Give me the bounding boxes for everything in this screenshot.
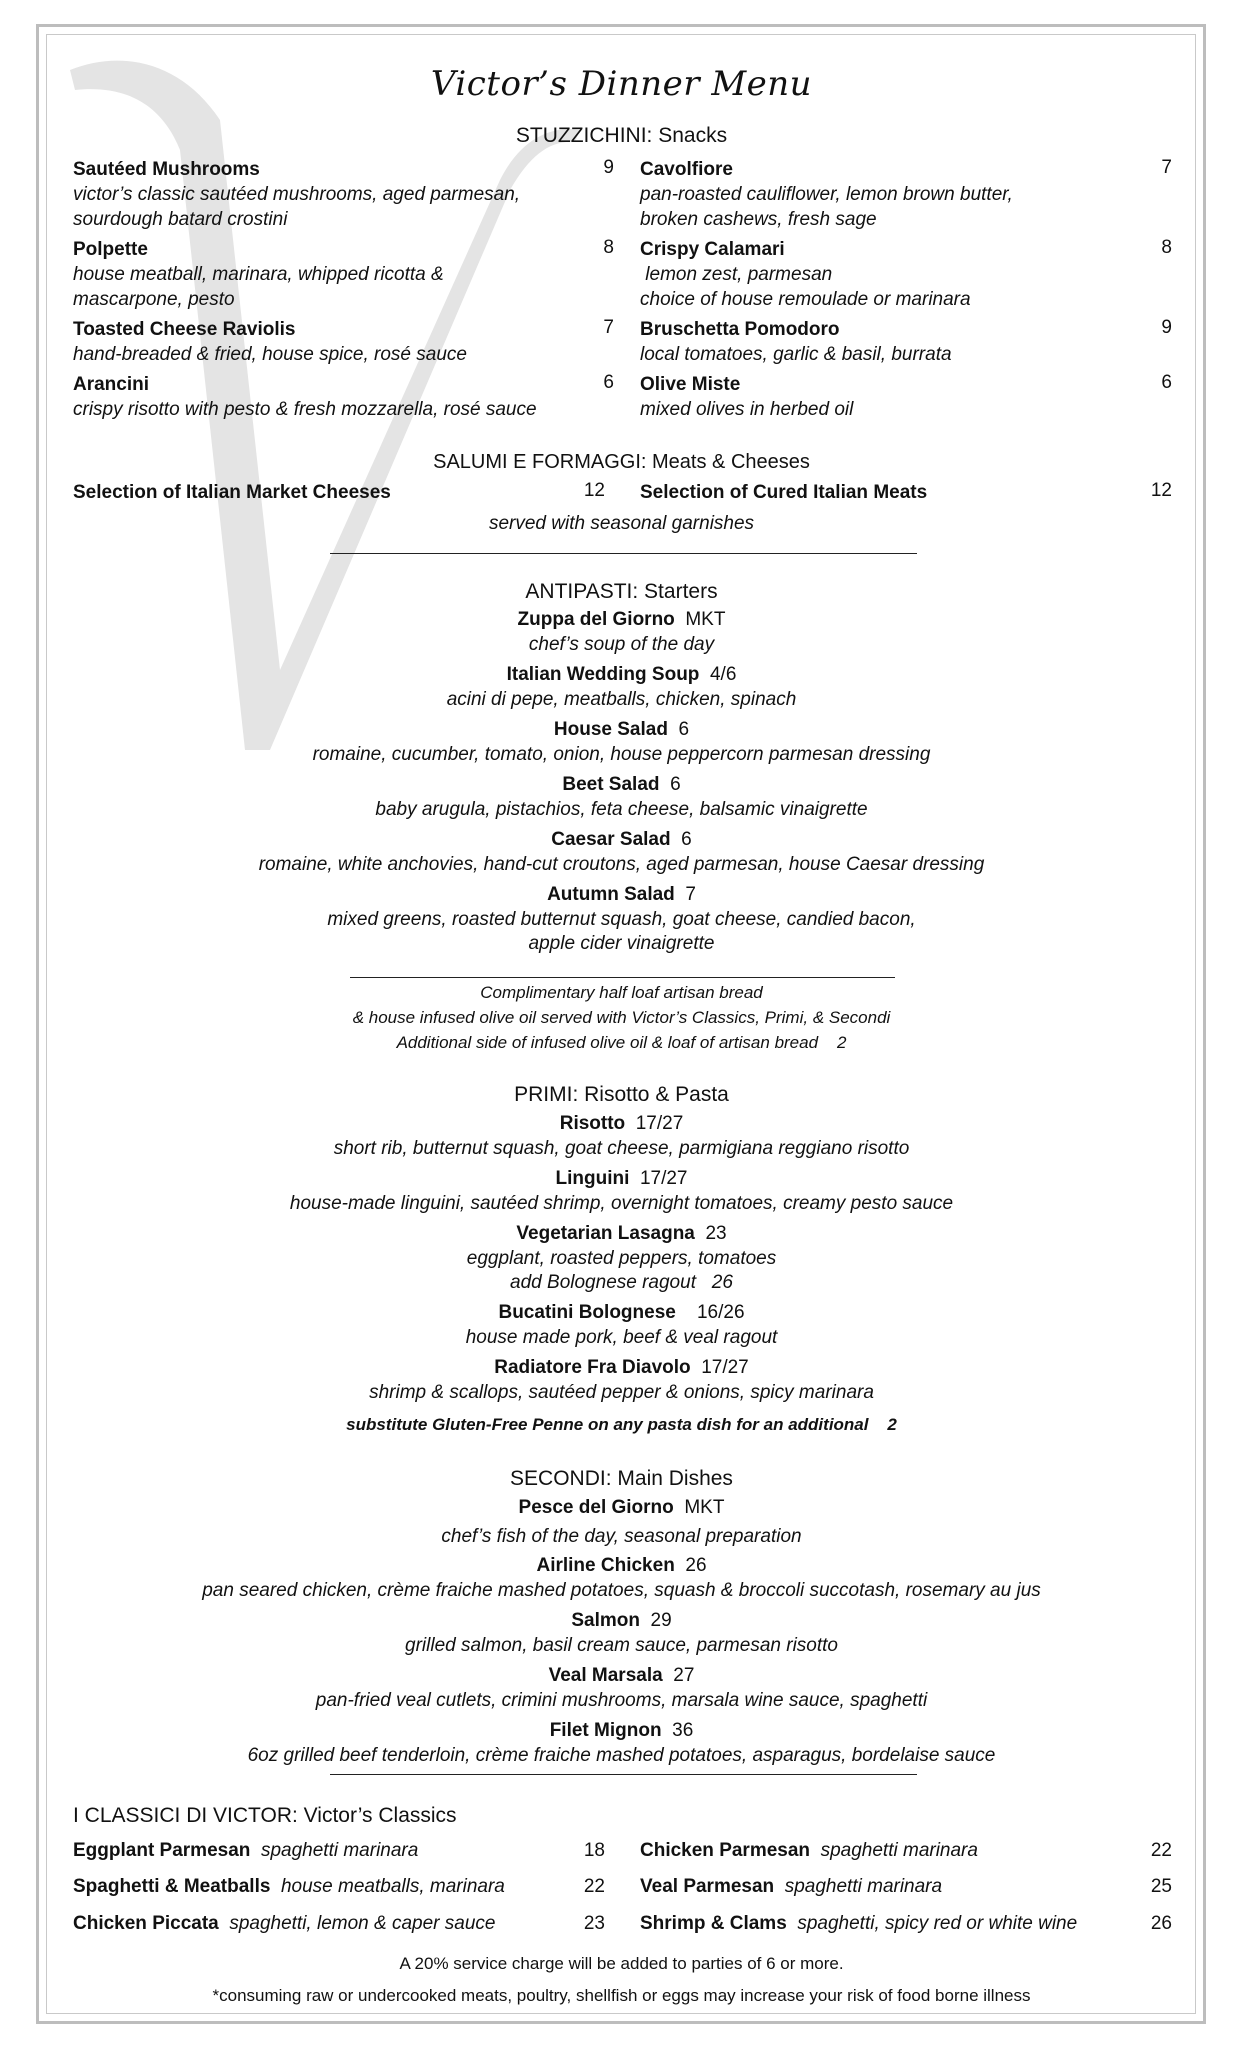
primi-item-name [0, 1111, 1243, 1136]
divider [330, 553, 917, 554]
gluten-free-note [0, 1412, 1243, 1437]
dish-price: MKT [684, 1497, 725, 1518]
antipasti-item-name [0, 772, 1243, 797]
dish-price: 25 [1150, 1876, 1172, 1897]
dish-desc: baby arugula, pistachios, feta cheese, balsamic vinaigrette [375, 799, 868, 820]
dish-price: 6 [678, 719, 690, 740]
snack-price: 6 [603, 372, 614, 393]
classic-item [640, 1913, 1077, 1935]
divider [330, 1774, 917, 1775]
dish-price: 17/27 [635, 1113, 684, 1134]
snack-item [73, 157, 613, 232]
cheese-selection-price: 12 [583, 480, 605, 501]
snack-item [73, 237, 613, 312]
dish-price: 26 [1150, 1913, 1172, 1934]
dish-price: 6 [670, 774, 681, 795]
service-charge-note: A 20% service charge will be added to parties of 6 or more. [399, 1954, 844, 1973]
snack-desc: mixed olives in herbed oil [640, 399, 854, 420]
dish-name: Bucatini Bolognese [498, 1302, 676, 1323]
dish-desc: eggplant, roasted peppers, tomatoes [466, 1248, 777, 1269]
dish-name: Linguini [555, 1168, 630, 1189]
dish-name: Chicken Piccata [73, 1913, 219, 1934]
antipasti-item-name [0, 607, 1243, 632]
dish-desc: chef’s soup of the day [528, 634, 715, 655]
dish-desc: romaine, white anchovies, hand-cut croutons, aged parmesan, house Caesar dressing [258, 854, 985, 875]
dish-price: 29 [650, 1610, 672, 1631]
secondi-header: SECONDI: Main Dishes [510, 1467, 733, 1490]
dish-desc: add Bolognese ragout 26 [510, 1272, 733, 1293]
snack-price: 8 [1161, 237, 1172, 258]
bread-note [0, 1030, 1243, 1055]
antipasti-item-name [0, 717, 1243, 742]
dish-name: Spaghetti & Meatballs [73, 1876, 271, 1897]
dish-name: Veal Marsala [548, 1665, 663, 1686]
dish-name: Chicken Parmesan [640, 1840, 811, 1861]
dish-desc: spaghetti marinara [784, 1876, 943, 1897]
dish-price: 23 [705, 1223, 727, 1244]
dish-name: Filet Mignon [549, 1720, 662, 1741]
classic-item [73, 1913, 495, 1935]
snack-name: Crispy Calamari [640, 239, 785, 260]
dish-name: Italian Wedding Soup [506, 664, 700, 685]
dish-name: Autumn Salad [547, 884, 675, 905]
dish-desc: apple cider vinaigrette [528, 933, 715, 954]
dish-desc: acini di pepe, meatballs, chicken, spinach [446, 689, 797, 710]
dish-desc: spaghetti, lemon & caper sauce [229, 1913, 496, 1934]
snack-name: Bruschetta Pomodoro [640, 319, 840, 340]
primi-item-name [0, 1166, 1243, 1191]
secondi-item-name [0, 1718, 1243, 1743]
snack-desc: sourdough batard crostini [73, 209, 288, 230]
dish-desc: spaghetti marinara [260, 1840, 419, 1861]
dish-name: Zuppa del Giorno [517, 609, 675, 630]
primi-header: PRIMI: Risotto & Pasta [514, 1083, 729, 1106]
dish-desc: short rib, butternut squash, goat cheese, parmigiana reggiano risotto [333, 1138, 910, 1159]
dish-price: 4/6 [709, 664, 737, 685]
bread-addon-price: 2 [836, 1033, 847, 1052]
dish-desc: spaghetti marinara [820, 1840, 978, 1861]
gluten-free-text: substitute Gluten-Free Penne on any pasta dish for an additional [346, 1415, 869, 1434]
primi-item-name [0, 1300, 1243, 1325]
secondi-item-name [0, 1553, 1243, 1578]
snack-desc: mascarpone, pesto [73, 289, 235, 310]
dish-price: 36 [672, 1720, 694, 1741]
snack-desc: hand-breaded & fried, house spice, rosé sauce [73, 344, 467, 365]
dish-name: Vegetarian Lasagna [516, 1223, 695, 1244]
dish-desc: shrimp & scallops, sautéed pepper & onions, spicy marinara [369, 1382, 874, 1403]
snack-desc: pan-roasted cauliflower, lemon brown butter, [640, 184, 1013, 205]
dish-desc: house meatballs, marinara [280, 1876, 505, 1897]
gluten-free-price: 2 [887, 1415, 897, 1434]
dish-price: 26 [685, 1555, 707, 1576]
snack-desc: local tomatoes, garlic & basil, burrata [640, 344, 952, 365]
snack-price: 9 [1161, 317, 1172, 338]
snack-item [73, 372, 633, 422]
dish-desc: chef’s fish of the day, seasonal preparation [441, 1526, 802, 1547]
snack-desc: broken cashews, fresh sage [640, 209, 877, 230]
snack-name: Sautéed Mushrooms [73, 159, 260, 180]
dish-desc: pan seared chicken, crème fraiche mashed potatoes, squash & broccoli succotash, rosemary au jus [202, 1580, 1041, 1601]
snack-name: Arancini [73, 374, 150, 395]
primi-item-name [0, 1355, 1243, 1380]
dish-desc: mixed greens, roasted butternut squash, goat cheese, candied bacon, [327, 909, 916, 930]
dish-price: 16/26 [696, 1302, 745, 1323]
dish-name: Shrimp & Clams [640, 1913, 787, 1934]
snack-desc: crispy risotto with pesto & fresh mozzarella, rosé sauce [73, 399, 537, 420]
dish-name: Pesce del Giorno [518, 1497, 674, 1518]
dish-name: Radiatore Fra Diavolo [494, 1357, 691, 1378]
bread-note: Complimentary half loaf artisan bread [480, 983, 763, 1002]
dish-desc: romaine, cucumber, tomato, onion, house peppercorn parmesan dressing [312, 744, 931, 765]
classic-item [640, 1876, 942, 1898]
food-safety-warning: *consuming raw or undercooked meats, poultry, shellfish or eggs may increase your risk of food borne illness [212, 1986, 1031, 2005]
snack-price: 8 [603, 237, 614, 258]
dish-price: 7 [685, 884, 696, 905]
menu-title: Victor’s Dinner Menu [430, 64, 813, 104]
snack-desc: lemon zest, parmesan [640, 264, 833, 285]
classic-item [73, 1876, 505, 1898]
dish-name: Risotto [559, 1113, 626, 1134]
cheese-selection-name: Selection of Italian Market Cheeses [73, 482, 391, 503]
dish-name: Caesar Salad [551, 829, 671, 850]
antipasti-item-name [0, 662, 1243, 687]
dish-price: MKT [685, 609, 726, 630]
snack-name: Toasted Cheese Raviolis [73, 319, 296, 340]
dish-price: 6 [681, 829, 692, 850]
snack-item [640, 317, 1140, 367]
meats-selection-name: Selection of Cured Italian Meats [640, 482, 928, 503]
primi-item-name [0, 1221, 1243, 1246]
dish-name: Eggplant Parmesan [73, 1840, 251, 1861]
antipasti-item-name [0, 882, 1243, 907]
dish-price: 17/27 [639, 1168, 688, 1189]
dish-desc: grilled salmon, basil cream sauce, parmesan risotto [405, 1635, 838, 1656]
snack-name: Olive Miste [640, 374, 741, 395]
antipasti-item-name [0, 827, 1243, 852]
snack-desc: choice of house remoulade or marinara [640, 289, 971, 310]
dish-name: Airline Chicken [536, 1555, 675, 1576]
antipasti-header: ANTIPASTI: Starters [525, 580, 718, 603]
dish-name: House Salad [553, 719, 668, 740]
dish-price: 18 [583, 1840, 605, 1861]
snack-item [73, 317, 613, 367]
dish-price: 22 [1150, 1840, 1172, 1861]
classics-header: I CLASSICI DI VICTOR: Victor’s Classics [73, 1804, 457, 1827]
snack-item [640, 237, 1140, 312]
snack-price: 7 [603, 317, 614, 338]
salumi-note: served with seasonal garnishes [488, 513, 755, 534]
dish-desc: house made pork, beef & veal ragout [465, 1327, 778, 1348]
snack-price: 6 [1161, 372, 1172, 393]
divider [350, 977, 895, 978]
snack-desc: house meatball, marinara, whipped ricotta & [73, 264, 444, 285]
dish-desc: spaghetti, spicy red or white wine [797, 1913, 1078, 1934]
secondi-item-name [0, 1495, 1243, 1520]
dish-name: Veal Parmesan [640, 1876, 775, 1897]
snacks-header: STUZZICHINI: Snacks [515, 124, 728, 147]
dish-desc: pan-fried veal cutlets, crimini mushrooms, marsala wine sauce, spaghetti [315, 1690, 928, 1711]
dish-desc: house-made linguini, sautéed shrimp, overnight tomatoes, creamy pesto sauce [289, 1193, 954, 1214]
bread-note: & house infused olive oil served with Victor’s Classics, Primi, & Secondi [352, 1008, 891, 1027]
snack-price: 7 [1161, 157, 1172, 178]
classic-item [73, 1840, 418, 1862]
secondi-item-name [0, 1608, 1243, 1633]
snack-desc: victor’s classic sautéed mushrooms, aged parmesan, [73, 184, 521, 205]
salumi-header: SALUMI E FORMAGGI: Meats & Cheeses [433, 451, 810, 473]
snack-name: Polpette [73, 239, 148, 260]
snack-item [640, 157, 1140, 232]
snack-item [640, 372, 1140, 422]
secondi-item-name [0, 1663, 1243, 1688]
dish-name: Salmon [571, 1610, 640, 1631]
bread-addon-text: Additional side of infused olive oil & loaf of artisan bread [396, 1033, 819, 1052]
classic-item [640, 1840, 978, 1862]
meats-selection-price: 12 [1150, 480, 1172, 501]
dish-price: 23 [583, 1913, 605, 1934]
dish-name: Beet Salad [562, 774, 660, 795]
snack-price: 9 [603, 157, 614, 178]
dish-price: 17/27 [701, 1357, 749, 1378]
snack-name: Cavolfiore [640, 159, 733, 180]
dish-price: 27 [673, 1665, 695, 1686]
dish-price: 22 [583, 1876, 605, 1897]
dish-desc: 6oz grilled beef tenderloin, crème fraiche mashed potatoes, asparagus, bordelaise sauce [247, 1745, 996, 1766]
